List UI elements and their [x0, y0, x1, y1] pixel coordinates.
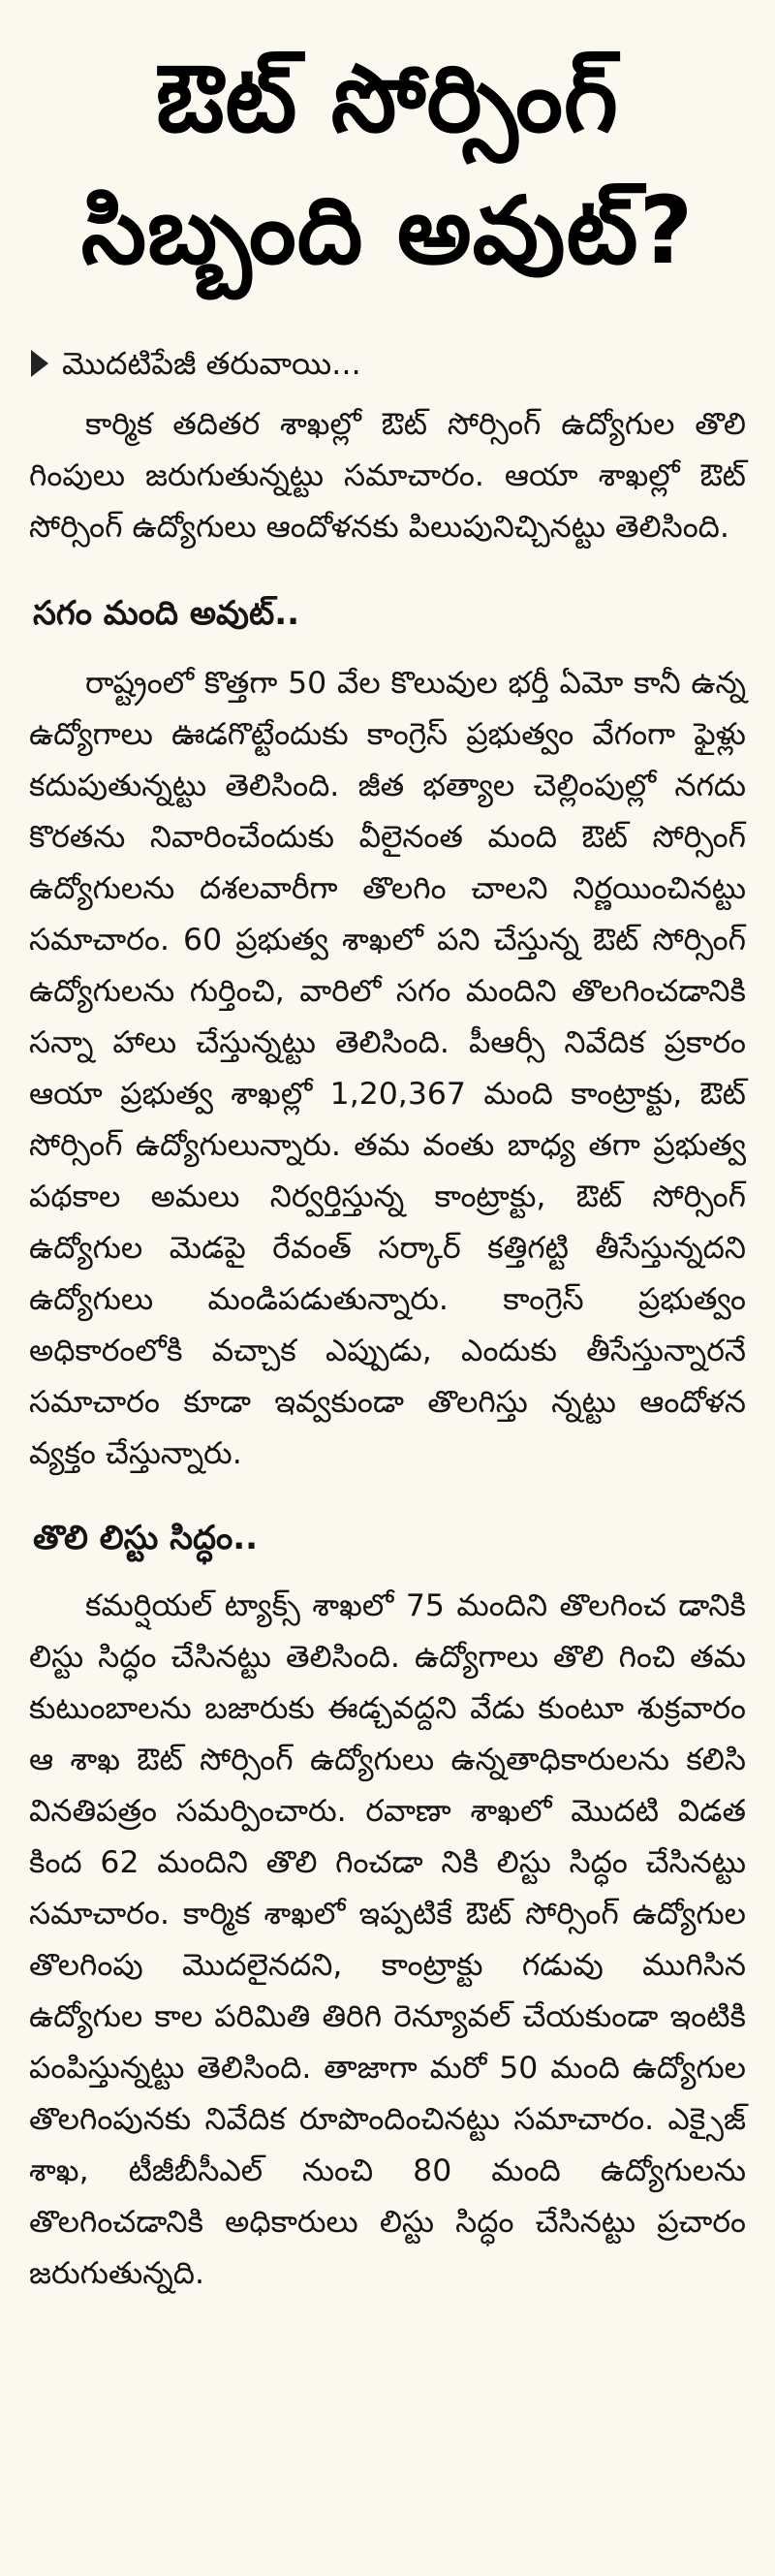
paragraph-intro: కార్మిక తదితర శాఖల్లో ఔట్ సోర్సింగ్ ఉద్యోగుల తొలి గింపులు జరుగుతున్నట్టు సమాచారం. ఆయా శాఖల్లో ఔట్ సోర్సింగ్ ఉద్యోగులు ఆందోళనకు పిలుపునిచ్చినట్టు తెలిసింది. — [29, 407, 746, 545]
headline-line-2: సిబ్బంది అవుట్? — [80, 176, 695, 285]
subheading-first-list: తొలి లిస్టు సిద్ధం.. — [33, 1519, 259, 1557]
continuation-text: మొదటిపేజీ తరువాయి... — [62, 345, 361, 382]
headline — [29, 0, 746, 297]
paragraph-half-out: రాష్ట్రంలో కొత్తగా 50 వేల కొలువుల భర్తీ ఏమో కానీ ఉన్న ఉద్యోగాలు ఊడగొట్టేందుకు కాంగ్రెస్ ప్రభుత్వం వేగంగా ఫైళ్లు కదుపుతున్నట్టు తెలిసింది. జీత భత్యాల చెల్లింపుల్లో నగదు కొరతను నివారించేందుకు వీలైనంత మంది ఔట్ సోర్సింగ్ ఉద్యోగులను దశలవారీగా తొలగిం చాలని నిర్ణయించినట్టు సమాచారం. 60 ప్రభుత్వ శాఖలో పని చేస్తున్న ఔట్ సోర్సింగ్ ఉద్యోగులను గుర్తించి, వారిలో సగం మందిని తొలగించడానికి సన్నా హాలు చేస్తున్నట్టు తెలిసింది. పీఆర్సీ నివేదిక ప్రకారం ఆయా ప్రభుత్వ శాఖల్లో 1,20,367 మంది కాంట్రాక్టు, ఔట్ సోర్సింగ్ ఉద్యోగులున్నారు. తమ వంతు బాధ్య తగా ప్రభుత్వ పథకాల అమలు నిర్వర్తిస్తున్న కాంట్రాక్టు, ఔట్ సోర్సింగ్ ఉద్యోగుల మెడపై రేవంత్ సర్కార్ కత్తిగట్టి తీసేస్తున్నదని ఉద్యోగులు మండిపడుతున్నారు. కాంగ్రెస్ ప్రభుత్వం అధికారంలోకి వచ్చాక ఎప్పుడు, ఎందుకు తీసేస్తున్నారనే సమాచారం కూడా ఇవ్వకుండా తొలగిస్తు న్నట్టు ఆందోళన వ్యక్తం చేస్తున్నారు. — [29, 666, 746, 1471]
headline-line-1: ఔట్ సోర్సింగ్ — [156, 45, 619, 153]
paragraph-first-list: కమర్షియల్ ట్యాక్స్ శాఖలో 75 మందిని తొలగించ డానికి లిస్టు సిద్ధం చేసినట్టు తెలిసింది. ఉద్యోగాలు తొలి గించి తమ కుటుంబాలను బజారుకు ఈడ్చవద్దని వేడు కుంటూ శుక్రవారం ఆ శాఖ ఔట్ సోర్సింగ్ ఉద్యోగులు ఉన్నతాధికారులను కలిసి వినతిపత్రం సమర్పించారు. రవాణా శాఖలో మొదటి విడత కింద 62 మందిని తొలి గించడా నికి లిస్టు సిద్ధం చేసినట్టు సమాచారం. కార్మిక శాఖలో ఇప్పటికే ఔట్ సోర్సింగ్ ఉద్యోగుల తొలగింపు మొదలైనదని, కాంట్రాక్టు గడువు ముగిసిన ఉద్యోగుల కాల పరిమితి తిరిగి రెన్యూవల్ చేయకుండా ఇంటికి పంపిస్తున్నట్టు తెలిసింది. తాజాగా మరో 50 మంది ఉద్యోగుల తొలగింపునకు నివేదిక రూపొందించినట్టు సమాచారం. ఎక్సైజ్ శాఖ, టీజీబీసీఎల్ నుంచి 80 మంది ఉద్యోగులను తొలగించడానికి అధికారులు లిస్టు సిద్ధం చేసినట్టు ప్రచారం జరుగుతున్నది. — [29, 1588, 746, 2291]
arrow-right-icon — [31, 350, 48, 377]
continuation-line — [29, 339, 746, 388]
subheading-half-out: సగం మంది అవుట్.. — [33, 594, 300, 633]
